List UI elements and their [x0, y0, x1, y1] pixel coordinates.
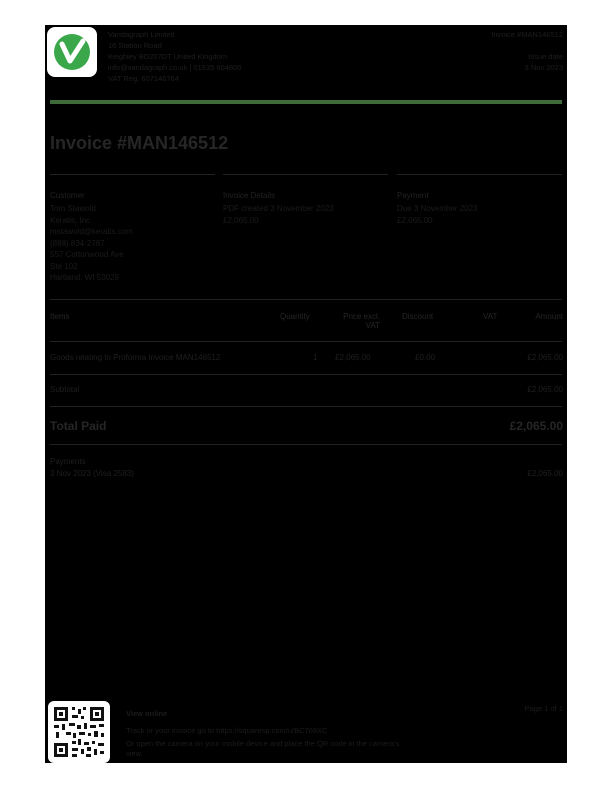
customer-rule [50, 174, 215, 175]
page-title: Invoice #MAN146512 [50, 133, 229, 153]
invoice-details-title: Invoice Details [223, 191, 276, 200]
invoice-amount: £2,065.00 [223, 215, 259, 225]
payment-rule [397, 174, 562, 175]
subtotal-rule [50, 406, 562, 407]
payment-entry: 3 Nov 2023 (Visa 2583) [50, 469, 134, 478]
page-number: Page 1 of 1 [524, 704, 563, 713]
customer-phone: (888) 834-2787 [50, 238, 105, 248]
invoice-document [45, 25, 567, 763]
customer-email[interactable]: mstawold@keratis.com [50, 227, 133, 236]
payment-amount: £2,065.00 [397, 215, 433, 225]
header-quantity: Quantity [280, 312, 310, 321]
payment-block [397, 191, 478, 226]
total-value: £2,065.00 [509, 419, 563, 433]
view-online-link[interactable]: View online [126, 709, 168, 718]
header-discount: Discount [402, 312, 434, 321]
pdf-created: PDF created 3 November 2023 [223, 204, 334, 213]
total-label: Total Paid [50, 419, 107, 433]
header-divider [50, 100, 562, 104]
row-price: £2,065.00 [335, 353, 371, 362]
customer-company: Keratis, Inc [50, 215, 91, 225]
company-info [108, 29, 298, 84]
row-item: Goods relating to Proforma Invoice MAN146512 [50, 353, 221, 362]
scan-instructions-line1: Or open the camera on your mobile device and place the QR code in the camera's [126, 739, 400, 748]
details-rule [223, 174, 388, 175]
invoice-ref: Invoice #MAN146512 [491, 30, 563, 39]
company-name: Vandagraph Limited [108, 30, 175, 39]
header-vat: VAT [483, 312, 498, 321]
table-header-rule [50, 341, 562, 342]
subtotal-label: Subtotal [50, 385, 80, 394]
payment-due: Due 3 November 2023 [397, 204, 478, 213]
track-invoice-text[interactable]: Track or your invoice go to https://squaresp.com/u/BC769XC [126, 726, 328, 735]
row-amount: £2,065.00 [527, 353, 563, 362]
payment-entry-amount: £2,065.00 [527, 469, 563, 478]
customer-suite: Ste 102 [50, 261, 78, 271]
invoice-details-block [223, 191, 334, 226]
row-discount: £0.00 [415, 353, 436, 362]
header-price-line2: VAT [365, 321, 380, 330]
header-items: Items [50, 312, 70, 321]
issue-date: 3 Nov 2023 [524, 63, 563, 72]
issue-date-label: Issue date [528, 52, 563, 61]
customer-block [50, 191, 133, 284]
customer-street: 557 Cottonwood Ave [50, 250, 124, 259]
customer-city: Hartland, WI 53029 [50, 273, 119, 282]
header-amount: Amount [535, 312, 563, 321]
company-address-line2: Keighley BD207DT United Kingdom [108, 52, 228, 61]
header-price-line1: Price excl. [343, 312, 380, 321]
subtotal-value: £2,065.00 [527, 385, 563, 394]
company-logo [47, 27, 97, 77]
table-top-rule [50, 299, 562, 300]
row-quantity: 1 [313, 353, 318, 362]
customer-title: Customer [50, 191, 85, 200]
qr-code-icon[interactable] [48, 701, 110, 763]
row-rule [50, 374, 562, 375]
scan-instructions-line2: view. [126, 749, 143, 758]
company-address-line1: 16 Station Road [108, 41, 162, 50]
payments-title: Payments [50, 457, 86, 466]
company-vat: VAT Reg. 607146764 [108, 74, 179, 83]
total-rule [50, 444, 562, 445]
company-contact: info@vandagraph.co.uk | 01535 604800 [108, 63, 242, 72]
customer-name: Tom Stawold [50, 204, 96, 213]
payment-title: Payment [397, 191, 429, 200]
v-check-icon [47, 27, 97, 77]
header-price [343, 312, 380, 330]
qr-code-graphic [48, 701, 110, 763]
